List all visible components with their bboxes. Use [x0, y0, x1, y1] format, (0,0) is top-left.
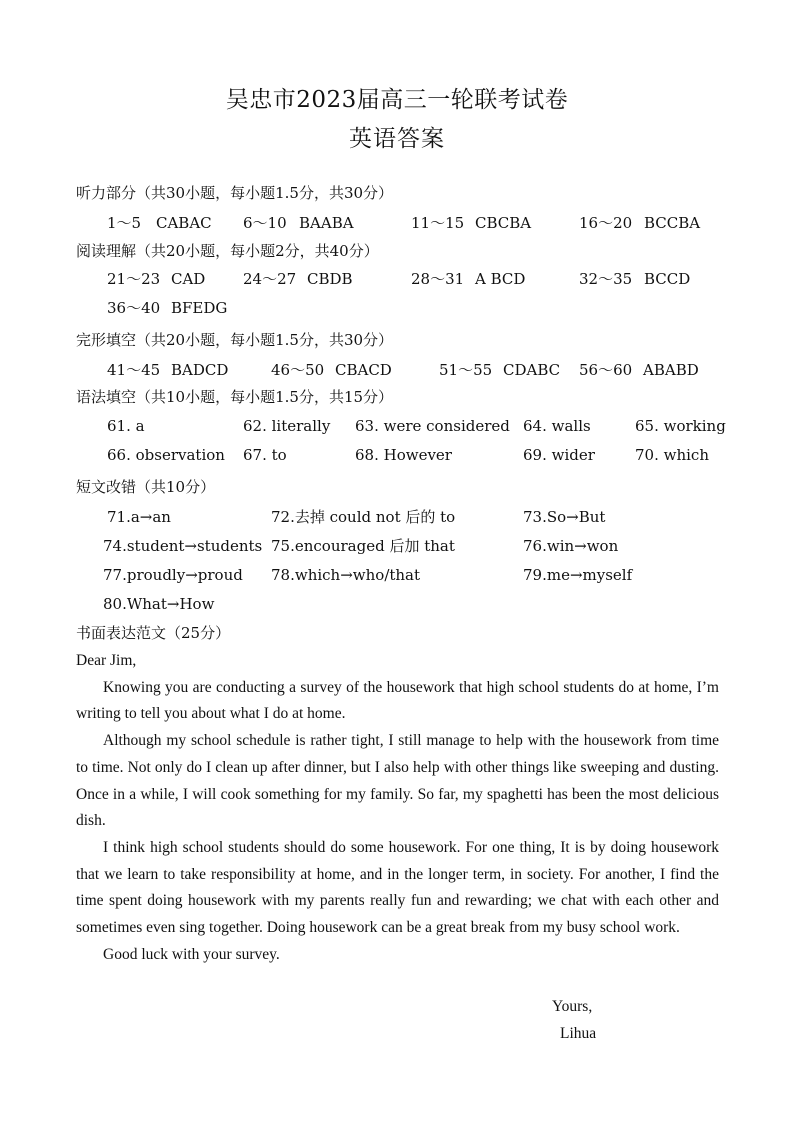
- grammar-answer: 62. literally: [243, 417, 331, 435]
- grammar-header: 语法填空（共10小题，每小题1.5分，共15分）: [76, 388, 394, 406]
- answer-letters: BADCD: [171, 361, 229, 379]
- grammar-answer: 63. were considered: [355, 417, 510, 435]
- correction-answer: 76.win→won: [523, 537, 619, 555]
- letter-paragraph: Knowing you are conducting a survey of the housework that high school students do at home, I’m writing to tell you about what I do at home.: [76, 678, 719, 723]
- answer-range: 32～35: [579, 270, 633, 288]
- answer-letters: CBDB: [307, 270, 353, 288]
- correction-answer: 74.student→students: [103, 537, 263, 555]
- listening-header: 听力部分（共30小题，每小题1.5分，共30分）: [76, 184, 394, 202]
- sample-letter: [76, 648, 719, 968]
- grammar-answer: 64. walls: [523, 417, 591, 435]
- answer-letters: CDABC: [503, 361, 561, 379]
- correction-answer: 73.So→But: [523, 508, 606, 526]
- answer-letters: BFEDG: [171, 299, 228, 317]
- exam-title: 吴忠市2023届高三一轮联考试卷: [225, 87, 569, 113]
- answer-range: 28～31: [411, 270, 465, 288]
- cloze-header: 完形填空（共20小题，每小题1.5分，共30分）: [76, 331, 394, 349]
- correction-answer: 72.去掉 could not 后的 to: [271, 508, 456, 526]
- letter-paragraph: Good luck with your survey.: [103, 945, 280, 963]
- correction-answer: 80.What→How: [103, 595, 215, 613]
- answer-letters: BCCBA: [644, 214, 701, 232]
- grammar-answer: 61. a: [107, 417, 145, 435]
- grammar-answer: 70. which: [635, 446, 709, 464]
- answer-range: 56～60: [579, 361, 633, 379]
- answer-key-subtitle: 英语答案: [349, 126, 445, 152]
- grammar-answer: 65. working: [635, 417, 726, 435]
- grammar-answer: 67. to: [243, 446, 287, 464]
- letter-closing: Yours,: [552, 998, 593, 1015]
- answer-range: 24～27: [243, 270, 297, 288]
- answer-range: 16～20: [579, 214, 633, 232]
- reading-header: 阅读理解（共20小题，每小题2分，共40分）: [76, 242, 379, 260]
- answer-letters: ABABD: [643, 361, 699, 379]
- answer-letters: CBCBA: [475, 214, 532, 232]
- correction-answer: 78.which→who/that: [271, 566, 421, 584]
- answer-letters: BCCD: [644, 270, 691, 288]
- letter-signature: Lihua: [560, 1025, 597, 1042]
- answer-range: 1～5: [107, 214, 142, 232]
- answer-range: 41～45: [107, 361, 161, 379]
- answer-letters: BAABA: [299, 214, 354, 232]
- answer-letters: CBACD: [335, 361, 392, 379]
- correction-answer: 71.a→an: [107, 508, 171, 526]
- answer-range: 21～23: [107, 270, 161, 288]
- correction-answer: 75.encouraged 后加 that: [271, 537, 455, 555]
- correction-answer: 77.proudly→proud: [103, 566, 243, 584]
- answer-range: 6～10: [243, 214, 287, 232]
- answer-letters: CAD: [171, 270, 206, 288]
- answer-letters: CABAC: [156, 214, 212, 232]
- answer-range: 36～40: [107, 299, 161, 317]
- answer-range: 51～55: [439, 361, 493, 379]
- letter-paragraph: Although my school schedule is rather tight, I still manage to help with the housework from time to time. Not only do I clean up after dinner, but I also help with other things like sweeping and dusting. Once in a while, I will cook something for my family. So far, my spaghetti has been the most delicious dish.: [76, 732, 719, 830]
- grammar-answer: 68. However: [355, 446, 452, 464]
- letter-paragraph: I think high school students should do some housework. For one thing, It is by doing housework that we learn to take responsibility at home, and in the longer term, in society. For another, I find the time spent doing housework with my parents really fun and rewarding; we chat with each other and sometimes even sing together. Doing housework can be a great break from my busy school work.: [76, 838, 719, 937]
- grammar-answer: 66. observation: [107, 446, 225, 464]
- writing-header: 书面表达范文（25分）: [76, 624, 231, 642]
- answer-range: 46～50: [271, 361, 325, 379]
- correction-header: 短文改错（共10分）: [76, 478, 216, 496]
- letter-salutation: Dear Jim,: [76, 652, 137, 669]
- correction-answer: 79.me→myself: [523, 566, 633, 584]
- answer-letters: A BCD: [475, 270, 526, 288]
- grammar-answer: 69. wider: [523, 446, 595, 464]
- answer-range: 11～15: [411, 214, 465, 232]
